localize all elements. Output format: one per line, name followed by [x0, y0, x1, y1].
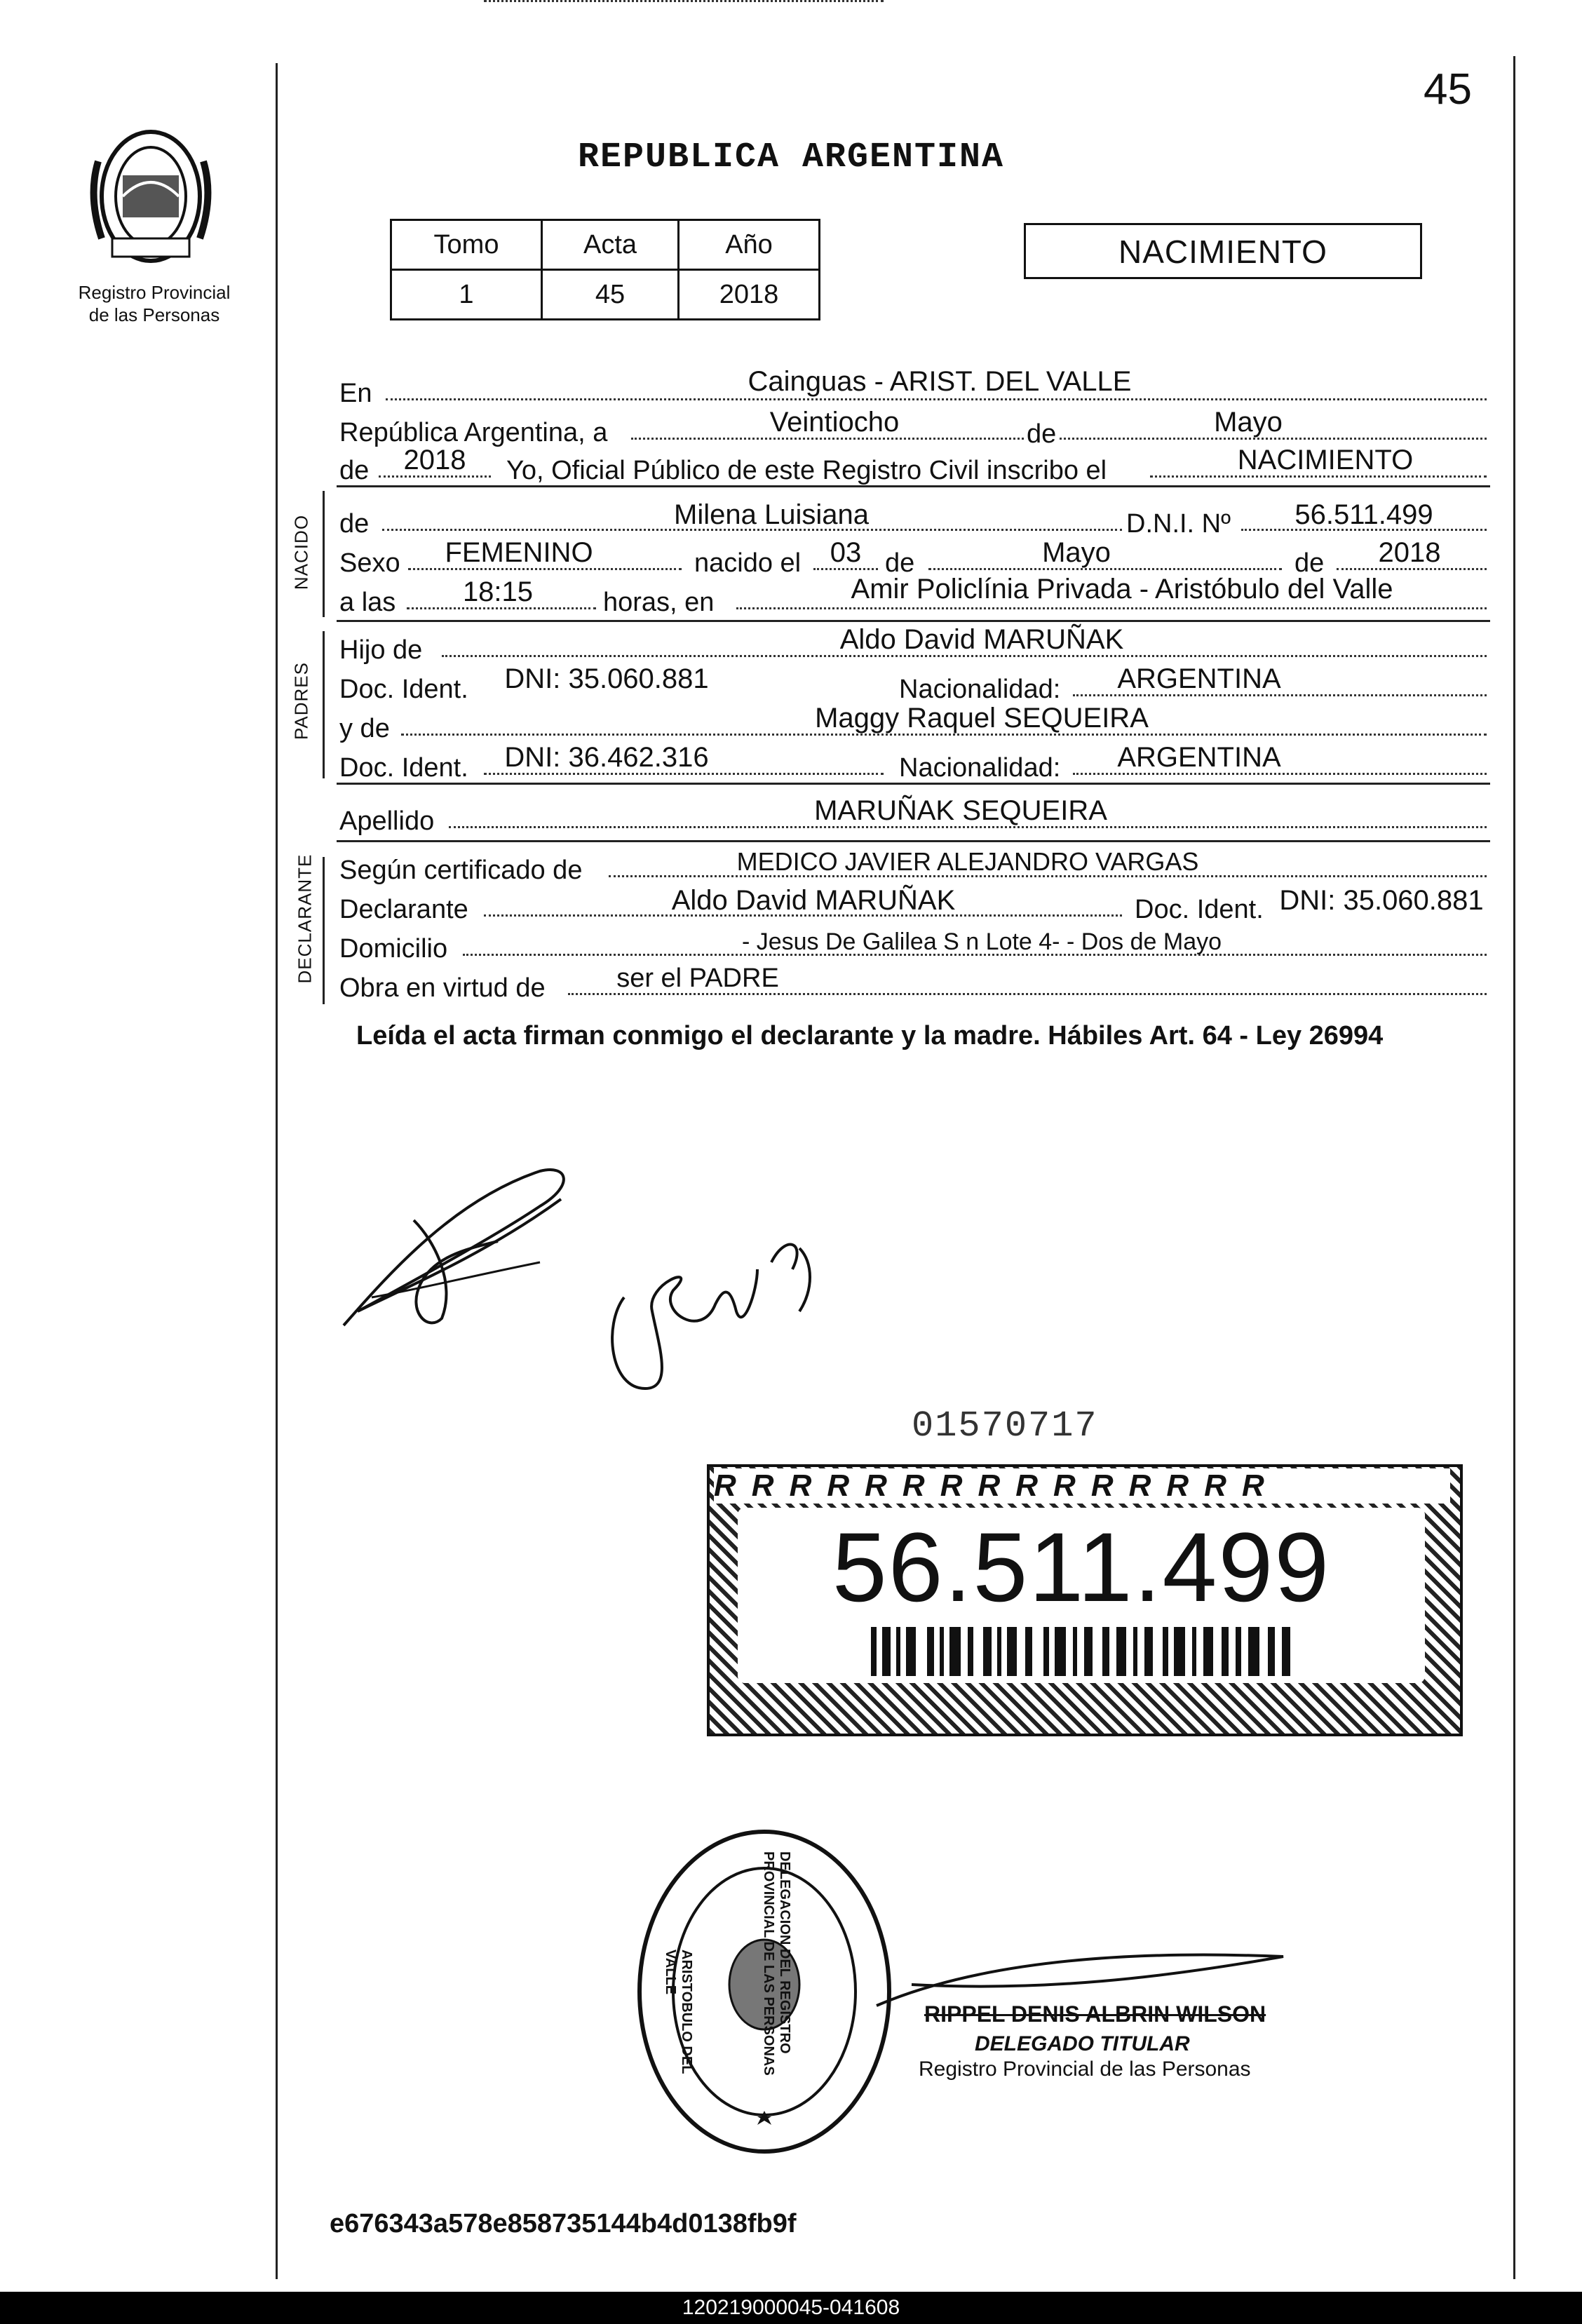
child-dni-value: 56.511.499	[1294, 499, 1433, 530]
statement-text: Yo, Oficial Público de este Registro Civil inscribo el	[506, 456, 1107, 485]
year-value: 2018	[403, 445, 466, 475]
left-margin-line	[276, 63, 278, 2279]
declarante-side-bar	[323, 857, 325, 1004]
birth-day-value: 03	[830, 537, 862, 568]
en-dots	[386, 398, 1487, 400]
sticker-pattern-glyph-6: R	[902, 1468, 940, 1503]
y-de-label: y de	[339, 714, 390, 743]
sticker-pattern-glyph-8: R	[978, 1468, 1016, 1503]
declarante-value: Aldo David MARUÑAK	[671, 885, 956, 916]
birth-place-value: Amir Policlínia Privada - Aristóbulo del Valle	[851, 574, 1393, 604]
hijo-de-label: Hijo de	[339, 635, 423, 665]
place-dots	[736, 607, 1487, 609]
sticker-center-panel	[738, 1508, 1425, 1683]
sexo-label: Sexo	[339, 548, 400, 578]
apellido-value: MARUÑAK SEQUEIRA	[814, 795, 1107, 826]
registry-table	[390, 219, 820, 320]
domicilio-label: Domicilio	[339, 934, 448, 964]
document-title: REPUBLICA ARGENTINA	[577, 137, 1005, 177]
divider-apellido-top	[337, 783, 1490, 785]
birth-de-label: de	[885, 548, 915, 578]
declarante-doc-label: Doc. Ident.	[1135, 895, 1264, 924]
nacido-el-label: nacido el	[694, 548, 802, 578]
registry-value-tomo: 1	[391, 270, 542, 320]
sticker-serial: 01570717	[912, 1405, 1098, 1447]
mother-nationality-value: ARGENTINA	[1117, 742, 1281, 773]
officer-title: DELEGADO TITULAR	[975, 2032, 1190, 2055]
alas-label: a las	[339, 588, 396, 617]
sticker-pattern-glyph-11: R	[1090, 1468, 1129, 1503]
day-value: Veintiocho	[769, 407, 900, 438]
certificado-value: MEDICO JAVIER ALEJANDRO VARGAS	[736, 847, 1199, 876]
declarant-signature	[330, 1157, 596, 1339]
divider-nacido-top	[337, 485, 1490, 487]
officer-name: RIPPEL DENIS ALBRIN WILSON	[924, 2001, 1266, 2027]
sticker-pattern-glyph-13: R	[1166, 1468, 1205, 1503]
padres-section-label: PADRES	[290, 662, 312, 740]
officer-org: Registro Provincial de las Personas	[919, 2058, 1251, 2081]
father-nationality-label: Nacionalidad:	[899, 675, 1061, 704]
document-hash: e676343a578e858735144b4d0138fb9f	[330, 2209, 797, 2238]
logo-caption-line2: de las Personas	[88, 304, 220, 325]
nacido-de-label: de	[339, 509, 370, 539]
father-name-value: Aldo David MARUÑAK	[839, 624, 1124, 655]
registry-value-ano: 2018	[679, 270, 820, 320]
logo-caption-line1: Registro Provincial	[78, 282, 231, 303]
right-margin-line	[1513, 56, 1515, 2279]
divider-padres-top	[337, 620, 1490, 622]
rep-label: República Argentina, a	[339, 418, 608, 447]
sticker-pattern-glyph-1: R	[714, 1468, 752, 1503]
registry-header-ano: Año	[679, 220, 820, 270]
act-value: NACIMIENTO	[1237, 445, 1414, 475]
father-doc-label: Doc. Ident.	[339, 675, 468, 704]
sticker-pattern-glyph-12: R	[1128, 1468, 1167, 1503]
father-nationality-value: ARGENTINA	[1117, 663, 1281, 694]
sticker-pattern-glyph-7: R	[940, 1468, 978, 1503]
sticker-pattern-glyph-10: R	[1053, 1468, 1091, 1503]
act-type-box: NACIMIENTO	[1024, 223, 1422, 279]
birth-time-value: 18:15	[462, 576, 534, 607]
registry-value-acta: 45	[542, 270, 679, 320]
page-number: 45	[1424, 65, 1472, 114]
apellido-label: Apellido	[339, 806, 435, 836]
sticker-pattern-glyph-3: R	[789, 1468, 827, 1503]
stamp-outer-text: DELEGACION DEL REGISTRO PROVINCIAL DE LAS PERSONAS	[761, 1851, 792, 2076]
mother-name-value: Maggy Raquel SEQUEIRA	[815, 703, 1149, 734]
padres-side-bar	[323, 631, 325, 778]
sticker-pattern-glyph-15: R	[1241, 1468, 1280, 1503]
horas-label: horas, en	[603, 588, 715, 617]
sticker-pattern-glyph-14: R	[1204, 1468, 1242, 1503]
en-label: En	[339, 379, 372, 408]
sticker-pattern-glyph-4: R	[827, 1468, 865, 1503]
nacido-section-label: NACIDO	[290, 514, 312, 590]
de-label: de	[1024, 419, 1059, 450]
sticker-pattern-glyph-9: R	[1015, 1468, 1054, 1503]
closing-statement: Leída el acta firman conmigo el declarante y la madre. Hábiles Art. 64 - Ley 26994	[356, 1021, 1384, 1050]
sticker-pattern-glyph-5: R	[865, 1468, 902, 1503]
birth-de-label-2: de	[1294, 548, 1325, 578]
registry-header-acta: Acta	[542, 220, 679, 270]
declarante-section-label: DECLARANTE	[294, 853, 316, 984]
divider-declarante-top	[337, 840, 1490, 842]
mother-nationality-label: Nacionalidad:	[899, 753, 1061, 783]
child-name-value: Milena Luisiana	[674, 499, 869, 530]
sticker-number: 56.511.499	[832, 1512, 1331, 1622]
footer-code-bar: 120219000045-041608	[0, 2292, 1582, 2324]
domicilio-value: - Jesus De Galilea S n Lote 4- - Dos de Mayo	[741, 928, 1222, 955]
certificado-label: Según certificado de	[339, 856, 583, 885]
mother-signature	[596, 1220, 827, 1403]
obra-label: Obra en virtud de	[339, 973, 546, 1003]
obra-value: ser el PADRE	[616, 964, 779, 993]
sticker-pattern-row	[714, 1468, 1450, 1504]
mother-dni-value: DNI: 36.462.316	[504, 742, 709, 773]
mother-doc-label: Doc. Ident.	[339, 753, 468, 783]
father-dni-value: DNI: 35.060.881	[504, 663, 709, 694]
nacido-side-bar	[323, 491, 325, 617]
declarante-doc-value: DNI: 35.060.881	[1279, 885, 1484, 916]
dni-label: D.N.I. Nº	[1126, 509, 1231, 539]
month-value: Mayo	[1214, 407, 1283, 438]
en-value: Cainguas - ARIST. DEL VALLE	[748, 366, 1132, 397]
sexo-value: FEMENINO	[445, 537, 593, 568]
sticker-pattern-glyph-2: R	[751, 1468, 790, 1503]
father-dni-dots	[484, 0, 884, 2]
birth-month-value: Mayo	[1042, 537, 1111, 568]
sticker-barcode	[871, 1627, 1292, 1676]
birth-year-value: 2018	[1378, 537, 1441, 568]
stamp-inner-text: ARISTOBULO DEL VALLE	[663, 1950, 694, 2074]
registry-header-tomo: Tomo	[391, 220, 542, 270]
id-sticker	[707, 1464, 1463, 1736]
declarante-label: Declarante	[339, 895, 468, 924]
year-prefix-label: de	[339, 456, 370, 485]
